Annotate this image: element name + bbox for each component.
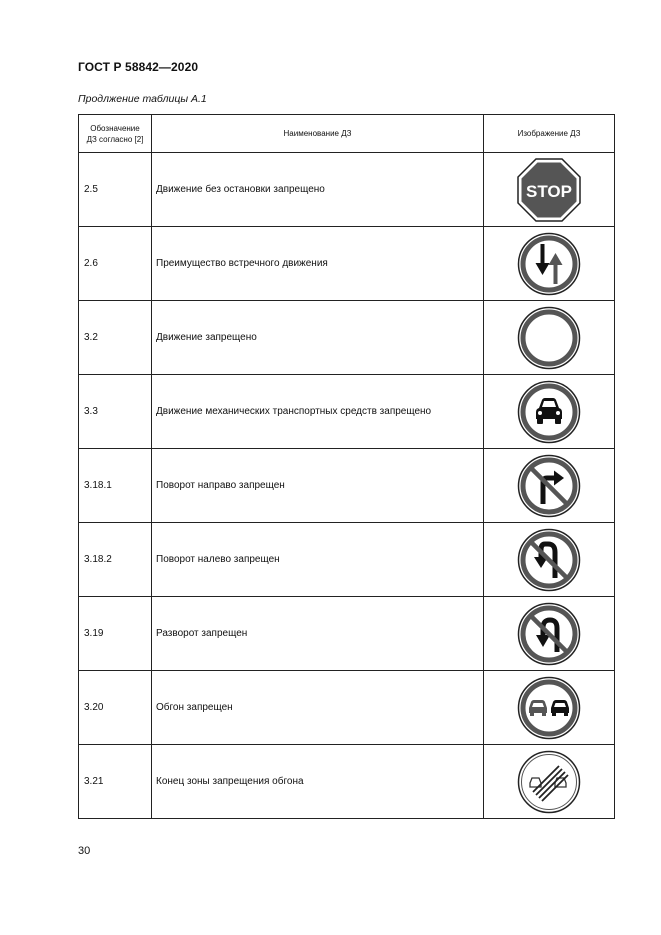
row-image-cell	[484, 671, 615, 745]
row-code: 3.2	[79, 301, 152, 375]
row-name: Конец зоны запрещения обгона	[152, 745, 484, 819]
row-code: 2.6	[79, 227, 152, 301]
table-row	[79, 301, 615, 375]
row-code: 3.18.2	[79, 523, 152, 597]
row-image-cell	[484, 523, 615, 597]
column-header-code	[79, 115, 152, 153]
row-code: 3.3	[79, 375, 152, 449]
column-header-name: Наименование ДЗ	[152, 115, 484, 153]
no-vehicles-sign-icon	[517, 306, 581, 370]
column-header-code-line1: Обозначение	[90, 123, 140, 133]
row-name: Движение механических транспортных средств запрещено	[152, 375, 484, 449]
no-motor-vehicles-sign-icon	[517, 380, 581, 444]
table-row	[79, 671, 615, 745]
row-image-cell	[484, 227, 615, 301]
row-name: Движение запрещено	[152, 301, 484, 375]
stop-sign-text: STOP	[526, 181, 572, 201]
row-image-cell	[484, 597, 615, 671]
table-row	[79, 523, 615, 597]
stop-sign-icon	[517, 158, 581, 222]
column-header-image: Изображение ДЗ	[484, 115, 615, 153]
oncoming-priority-sign-icon	[517, 232, 581, 296]
no-right-turn-sign-icon	[517, 454, 581, 518]
no-left-turn-sign-icon	[517, 528, 581, 592]
table-row	[79, 449, 615, 523]
row-image-cell	[484, 375, 615, 449]
row-name: Поворот направо запрещен	[152, 449, 484, 523]
row-image-cell	[484, 153, 615, 227]
row-name: Движение без остановки запрещено	[152, 153, 484, 227]
row-code: 2.5	[79, 153, 152, 227]
row-name: Поворот налево запрещен	[152, 523, 484, 597]
row-name: Преимущество встречного движения	[152, 227, 484, 301]
table-row	[79, 375, 615, 449]
row-name: Обгон запрещен	[152, 671, 484, 745]
row-image-cell	[484, 449, 615, 523]
row-code: 3.19	[79, 597, 152, 671]
row-image-cell	[484, 301, 615, 375]
row-name: Разворот запрещен	[152, 597, 484, 671]
page-number: 30	[78, 845, 91, 857]
signs-table	[78, 114, 615, 819]
no-overtaking-sign-icon	[517, 676, 581, 740]
row-code: 3.21	[79, 745, 152, 819]
document-header: ГОСТ Р 58842—2020	[78, 60, 199, 74]
table-header-row	[79, 115, 615, 153]
end-of-no-overtaking-zone-sign-icon	[517, 750, 581, 814]
table-caption: Продлжение таблицы А.1	[78, 93, 207, 105]
no-u-turn-sign-icon	[517, 602, 581, 666]
table-row	[79, 597, 615, 671]
table-row	[79, 153, 615, 227]
table-row	[79, 745, 615, 819]
column-header-code-line2: ДЗ согласно [2]	[86, 134, 144, 144]
table-row	[79, 227, 615, 301]
row-code: 3.18.1	[79, 449, 152, 523]
row-image-cell	[484, 745, 615, 819]
row-code: 3.20	[79, 671, 152, 745]
